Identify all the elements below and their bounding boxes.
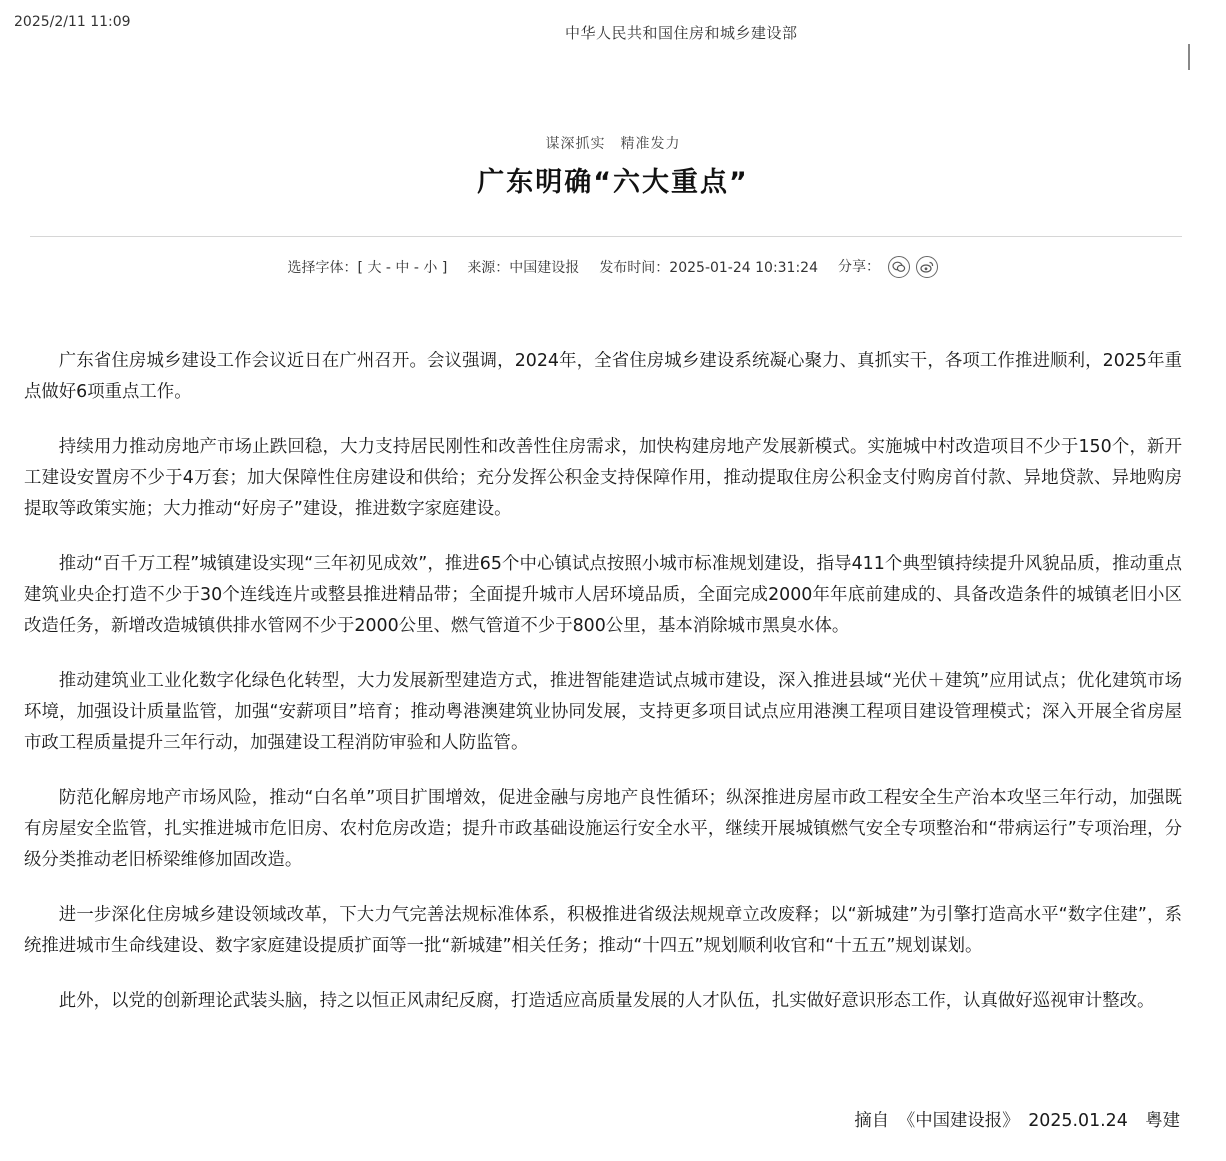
title-divider [30,236,1182,237]
article-meta [0,256,1226,278]
wechat-icon[interactable] [888,256,910,278]
source-attribution: 摘自 《中国建设报》 2025.01.24 粤建 [854,1111,1180,1131]
article-paragraph: 广东省住房城乡建设工作会议近日在广州召开。会议强调，2024年，全省住房城乡建设系统凝心聚力、真抓实干，各项工作推进顺利，2025年重点做好6项重点工作。 [24,351,1182,402]
article-paragraph: 推动“百千万工程”城镇建设实现“三年初见成效”，推进65个中心镇试点按照小城市标准规划建设，指导411个典型镇持续提升风貌品质，推动重点建筑业央企打造不少于30个连线连片或整县推进精品带；全面提升城市人居环境品质，全面完成2000年年底前建成的、具备改造条件的城镇老旧小区改造任务，新增改造城镇供排水管网不少于2000公里、燃气管道不少于800公里，基本消除城市黑臭水体。 [24,554,1182,636]
font-small-option[interactable]: 小 [423,260,438,276]
article-body [24,346,1182,1041]
article-source: 来源：中国建设报 [467,260,580,276]
print-datetime: 2025/2/11 11:09 [14,14,131,30]
article-title: 广东明确“六大重点” [477,167,749,198]
share-label: 分享： [838,259,881,275]
font-separator: - [413,260,419,276]
font-select-close: ] [441,260,448,276]
publish-time: 发布时间：2025-01-24 10:31:24 [599,260,819,276]
font-medium-option[interactable]: 中 [395,260,410,276]
font-size-selector [288,257,448,277]
article-paragraph: 防范化解房地产市场风险，推动“白名单”项目扩围增效，促进金融与房地产良性循环；纵深推进房屋市政工程安全生产治本攻坚三年行动，加强既有房屋安全监管，扎实推进城市危旧房、农村危房改造；提升市政基础设施运行安全水平，继续开展城镇燃气安全专项整治和“带病运行”专项治理，分级分类推动老旧桥梁维修加固改造。 [24,788,1182,870]
font-separator: - [385,260,391,276]
article-kicker: 谋深抓实 精准发力 [545,136,681,152]
article-paragraph: 进一步深化住房城乡建设领域改革，下大力气完善法规标准体系，积极推进省级法规规章立改废释；以“新城建”为引擎打造高水平“数字住建”，系统推进城市生命线建设、数字家庭建设提质扩面等一批“新城建”相关任务；推动“十四五”规划顺利收官和“十五五”规划谋划。 [24,905,1182,956]
corner-mark [1188,44,1190,70]
font-large-option[interactable]: 大 [367,260,382,276]
print-site-name: 中华人民共和国住房和城乡建设部 [565,24,798,42]
article-paragraph: 推动建筑业工业化数字化绿色化转型，大力发展新型建造方式，推进智能建造试点城市建设，深入推进县域“光伏＋建筑”应用试点；优化建筑市场环境，加强设计质量监管，加强“安薪项目”培育；推动粤港澳建筑业协同发展，支持更多项目试点应用港澳工程项目建设管理模式；深入开展全省房屋市政工程质量提升三年行动，加强建设工程消防审验和人防监管。 [24,671,1182,753]
font-select-label: 选择字体：[ [287,260,363,276]
print-header [0,14,1226,42]
article-paragraph: 持续用力推动房地产市场止跌回稳，大力支持居民刚性和改善性住房需求，加快构建房地产发展新模式。实施城中村改造项目不少于150个，新开工建设安置房不少于4万套；加大保障性住房建设和供给；充分发挥公积金支持保障作用，推动提取住房公积金支付购房首付款、异地贷款、异地购房提取等政策实施；大力推动“好房子”建设，推进数字家庭建设。 [24,437,1182,519]
weibo-icon[interactable] [916,256,938,278]
share-group [838,256,938,278]
article-paragraph: 此外，以党的创新理论武装头脑，持之以恒正风肃纪反腐，打造适应高质量发展的人才队伍，扎实做好意识形态工作，认真做好巡视审计整改。 [58,991,1155,1011]
